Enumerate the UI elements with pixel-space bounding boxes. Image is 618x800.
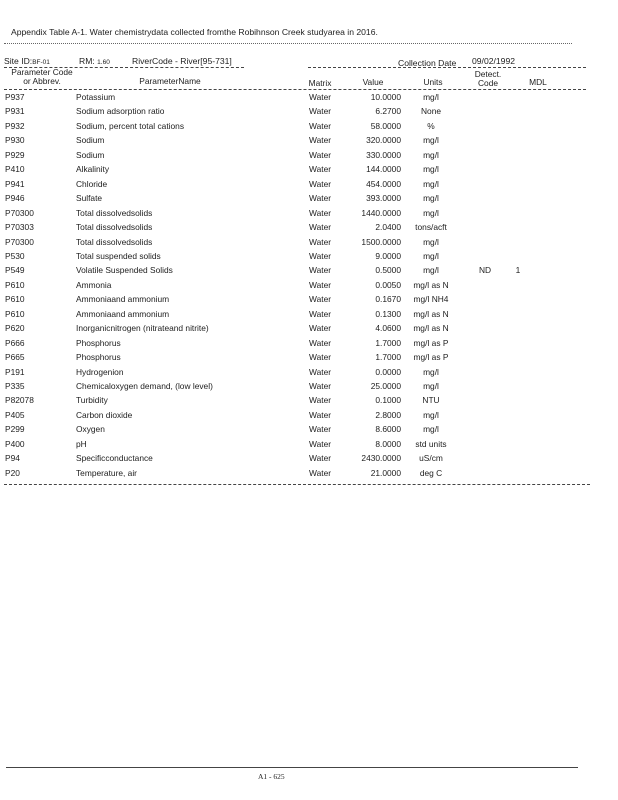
value-cell: 9.0000 bbox=[375, 250, 401, 261]
matrix-cell: Water bbox=[309, 236, 332, 247]
param-code-cell: P665 bbox=[5, 352, 25, 363]
matrix-cell: Water bbox=[309, 265, 332, 276]
value-cell: 2.0400 bbox=[375, 222, 401, 233]
value-cell: 25.0000 bbox=[370, 381, 401, 391]
table-row bbox=[0, 410, 618, 424]
value-cell: 4.0600 bbox=[375, 323, 401, 334]
param-code-cell: P620 bbox=[5, 323, 25, 334]
rm-label: RM: bbox=[79, 56, 95, 66]
param-name-cell: Chloride bbox=[76, 178, 108, 189]
value-cell: 10.0000 bbox=[370, 92, 401, 102]
value-cell: 2430.0000 bbox=[361, 453, 401, 464]
units-cell: mg/l bbox=[423, 178, 439, 189]
matrix-cell: Water bbox=[309, 149, 332, 160]
matrix-cell: Water bbox=[309, 352, 332, 363]
param-code-cell: P530 bbox=[5, 250, 25, 261]
header-detect-line1: Detect. bbox=[474, 69, 502, 79]
param-name-cell: Turbidity bbox=[76, 395, 108, 406]
table-row bbox=[0, 150, 618, 164]
table-row bbox=[0, 135, 618, 149]
units-cell: mg/l NH4 bbox=[413, 294, 449, 305]
param-name-cell: Chemicaloxygen demand, (low level) bbox=[76, 381, 213, 391]
detect-code-cell: ND bbox=[478, 265, 492, 276]
header-matrix: Matrix bbox=[308, 78, 332, 88]
value-cell: 8.6000 bbox=[375, 424, 401, 435]
matrix-cell: Water bbox=[309, 409, 332, 420]
param-name-cell: Sulfate bbox=[76, 193, 103, 204]
matrix-cell: Water bbox=[309, 106, 332, 117]
param-name-cell: Inorganicnitrogen (nitrateand nitrite) bbox=[76, 323, 209, 334]
param-code-cell: P932 bbox=[5, 120, 25, 131]
table-row bbox=[0, 323, 618, 337]
param-name-cell: Phosphorus bbox=[76, 352, 121, 363]
param-name-cell: pH bbox=[76, 438, 87, 449]
header-units: Units bbox=[423, 77, 443, 87]
value-cell: 0.1000 bbox=[375, 395, 401, 406]
value-cell: 0.0050 bbox=[375, 279, 401, 290]
matrix-cell: Water bbox=[309, 222, 332, 233]
param-code-cell: P70300 bbox=[5, 236, 34, 247]
value-cell: 0.5000 bbox=[375, 265, 401, 276]
units-cell: mg/l bbox=[423, 207, 439, 218]
value-cell: 6.2700 bbox=[375, 106, 401, 117]
value-cell: 21.0000 bbox=[370, 467, 401, 478]
table-row bbox=[0, 106, 618, 120]
header-code-line1: Parameter Code bbox=[11, 67, 73, 77]
param-code-cell: P929 bbox=[5, 149, 25, 160]
param-name-cell: Sodium bbox=[76, 149, 105, 160]
matrix-cell: Water bbox=[309, 135, 332, 146]
rm-value: 1.60 bbox=[97, 59, 110, 66]
units-cell: mg/l bbox=[423, 193, 439, 204]
param-code-cell: P70303 bbox=[5, 222, 34, 233]
param-name-cell: Sodium bbox=[76, 135, 105, 146]
param-name-cell: Sodium, percent total cations bbox=[76, 120, 185, 131]
table-row bbox=[0, 164, 618, 178]
param-code-cell: P335 bbox=[5, 381, 25, 391]
param-code-cell: P400 bbox=[5, 438, 25, 449]
units-cell: mg/l as N bbox=[413, 279, 449, 290]
table-row bbox=[0, 338, 618, 352]
matrix-cell: Water bbox=[309, 207, 332, 218]
matrix-cell: Water bbox=[309, 250, 332, 261]
param-code-cell: P666 bbox=[5, 337, 25, 348]
param-code-cell: P610 bbox=[5, 308, 25, 319]
param-code-cell: P191 bbox=[5, 366, 25, 377]
param-name-cell: Ammoniaand ammonium bbox=[76, 308, 170, 319]
site-id-value: BF-01 bbox=[32, 59, 50, 66]
value-cell: 1440.0000 bbox=[361, 207, 401, 218]
units-cell: deg C bbox=[419, 467, 443, 478]
matrix-cell: Water bbox=[309, 120, 332, 131]
units-cell: mg/l bbox=[423, 265, 439, 276]
table-row bbox=[0, 381, 618, 395]
param-name-cell: Total suspended solids bbox=[76, 250, 161, 261]
matrix-cell: Water bbox=[309, 395, 332, 406]
param-name-cell: Temperature, air bbox=[76, 467, 137, 478]
value-cell: 393.0000 bbox=[366, 193, 401, 204]
units-cell: mg/l bbox=[423, 236, 439, 247]
header-detect-line2: Code bbox=[477, 78, 499, 88]
param-name-cell: Carbon dioxide bbox=[76, 409, 133, 420]
table-row bbox=[0, 439, 618, 453]
table-row bbox=[0, 294, 618, 308]
units-cell: mg/l bbox=[423, 149, 439, 160]
value-cell: 58.0000 bbox=[370, 120, 401, 131]
matrix-cell: Water bbox=[309, 453, 332, 464]
units-cell: % bbox=[427, 120, 435, 131]
param-code-cell: P937 bbox=[5, 92, 25, 102]
units-cell: mg/l bbox=[423, 381, 439, 391]
param-name-cell: Total dissolvedsolids bbox=[76, 222, 153, 233]
matrix-cell: Water bbox=[309, 308, 332, 319]
matrix-cell: Water bbox=[309, 424, 332, 435]
table-bottom-line bbox=[4, 484, 590, 485]
table-row bbox=[0, 352, 618, 366]
value-cell: 330.0000 bbox=[366, 149, 401, 160]
param-code-cell: P549 bbox=[5, 265, 25, 276]
mdl-cell: 1 bbox=[515, 265, 521, 276]
param-name-cell: Alkalinity bbox=[76, 164, 110, 175]
site-id-label: Site ID: bbox=[4, 56, 33, 66]
header-detect-code bbox=[468, 70, 508, 88]
river-mile bbox=[79, 56, 110, 66]
table-row bbox=[0, 395, 618, 409]
matrix-cell: Water bbox=[309, 164, 332, 175]
param-name-cell: Hydrogenion bbox=[76, 366, 124, 377]
param-name-cell: Ammoniaand ammonium bbox=[76, 294, 170, 305]
matrix-cell: Water bbox=[309, 294, 332, 305]
collection-date-value: 09/02/1992 bbox=[472, 56, 516, 66]
table-row bbox=[0, 121, 618, 135]
param-name-cell: Specificconductance bbox=[76, 453, 153, 464]
table-row bbox=[0, 179, 618, 193]
matrix-cell: Water bbox=[309, 438, 332, 449]
header-mdl: MDL bbox=[529, 77, 547, 87]
units-cell: mg/l as N bbox=[413, 308, 449, 319]
units-cell: mg/l bbox=[423, 366, 439, 377]
param-code-cell: P930 bbox=[5, 135, 25, 146]
matrix-cell: Water bbox=[309, 381, 332, 391]
table-row bbox=[0, 424, 618, 438]
table-row bbox=[0, 251, 618, 265]
matrix-cell: Water bbox=[309, 92, 332, 102]
param-code-cell: P610 bbox=[5, 279, 25, 290]
param-code-cell: P405 bbox=[5, 409, 25, 420]
units-cell: mg/l as P bbox=[413, 352, 449, 363]
param-code-cell: P70300 bbox=[5, 207, 34, 218]
param-code-cell: P410 bbox=[5, 164, 25, 175]
matrix-cell: Water bbox=[309, 323, 332, 334]
param-name-cell: Oxygen bbox=[76, 424, 105, 435]
value-cell: 454.0000 bbox=[366, 178, 401, 189]
matrix-cell: Water bbox=[309, 467, 332, 478]
value-cell: 0.0000 bbox=[375, 366, 401, 377]
units-cell: mg/l bbox=[423, 164, 439, 175]
header-parameter-code bbox=[6, 68, 78, 86]
table-title: Appendix Table A-1. Water chemistrydata collected fromthe Robihnson Creek studyarea in 2016. bbox=[11, 27, 378, 37]
units-cell: mg/l bbox=[423, 424, 439, 435]
table-row bbox=[0, 280, 618, 294]
header-bottom-line bbox=[4, 89, 586, 90]
units-cell: mg/l bbox=[423, 250, 439, 261]
value-cell: 0.1670 bbox=[375, 294, 401, 305]
table-row bbox=[0, 265, 618, 279]
param-name-cell: Total dissolvedsolids bbox=[76, 207, 153, 218]
collection-date-label: Collection Date bbox=[398, 58, 457, 68]
table-row bbox=[0, 193, 618, 207]
title-divider bbox=[4, 43, 572, 44]
value-cell: 1.7000 bbox=[375, 337, 401, 348]
table-row bbox=[0, 92, 618, 106]
header-top-line-right bbox=[308, 67, 586, 68]
units-cell: mg/l bbox=[423, 92, 439, 102]
param-name-cell: Ammonia bbox=[76, 279, 112, 290]
table-row bbox=[0, 468, 618, 482]
units-cell: uS/cm bbox=[419, 453, 443, 464]
param-code-cell: P946 bbox=[5, 193, 25, 204]
value-cell: 1.7000 bbox=[375, 352, 401, 363]
param-name-cell: Volatile Suspended Solids bbox=[76, 265, 173, 276]
table-row bbox=[0, 208, 618, 222]
param-code-cell: P94 bbox=[5, 453, 20, 464]
value-cell: 144.0000 bbox=[366, 164, 401, 175]
units-cell: std units bbox=[415, 438, 447, 449]
footer-rule bbox=[6, 767, 578, 768]
matrix-cell: Water bbox=[309, 366, 332, 377]
units-cell: None bbox=[420, 106, 442, 117]
units-cell: mg/l as P bbox=[413, 337, 449, 348]
param-code-cell: P931 bbox=[5, 106, 25, 117]
header-value: Value bbox=[362, 77, 384, 87]
table-row bbox=[0, 222, 618, 236]
table-row bbox=[0, 367, 618, 381]
matrix-cell: Water bbox=[309, 178, 332, 189]
matrix-cell: Water bbox=[309, 279, 332, 290]
page-number: A1 - 625 bbox=[258, 772, 285, 781]
param-name-cell: Phosphorus bbox=[76, 337, 121, 348]
value-cell: 1500.0000 bbox=[361, 236, 401, 247]
units-cell: mg/l bbox=[423, 409, 439, 420]
param-code-cell: P82078 bbox=[5, 395, 34, 406]
param-code-cell: P610 bbox=[5, 294, 25, 305]
river-code: RiverCode - River[95-731] bbox=[132, 56, 232, 66]
header-parameter-name: ParameterName bbox=[139, 76, 201, 86]
param-name-cell: Sodium adsorption ratio bbox=[76, 106, 165, 117]
matrix-cell: Water bbox=[309, 193, 332, 204]
table-row bbox=[0, 453, 618, 467]
value-cell: 0.1300 bbox=[375, 308, 401, 319]
matrix-cell: Water bbox=[309, 337, 332, 348]
param-name-cell: Potassium bbox=[76, 92, 116, 102]
param-name-cell: Total dissolvedsolids bbox=[76, 236, 153, 247]
header-code-line2: or Abbrev. bbox=[23, 76, 61, 86]
param-code-cell: P20 bbox=[5, 467, 20, 478]
value-cell: 320.0000 bbox=[366, 135, 401, 146]
value-cell: 2.8000 bbox=[375, 409, 401, 420]
site-id bbox=[4, 56, 50, 66]
value-cell: 8.0000 bbox=[375, 438, 401, 449]
table-row bbox=[0, 309, 618, 323]
units-cell: NTU bbox=[422, 395, 440, 406]
table-row bbox=[0, 237, 618, 251]
units-cell: tons/acft bbox=[415, 222, 447, 233]
param-code-cell: P941 bbox=[5, 178, 25, 189]
units-cell: mg/l bbox=[423, 135, 439, 146]
units-cell: mg/l as N bbox=[413, 323, 449, 334]
param-code-cell: P299 bbox=[5, 424, 25, 435]
